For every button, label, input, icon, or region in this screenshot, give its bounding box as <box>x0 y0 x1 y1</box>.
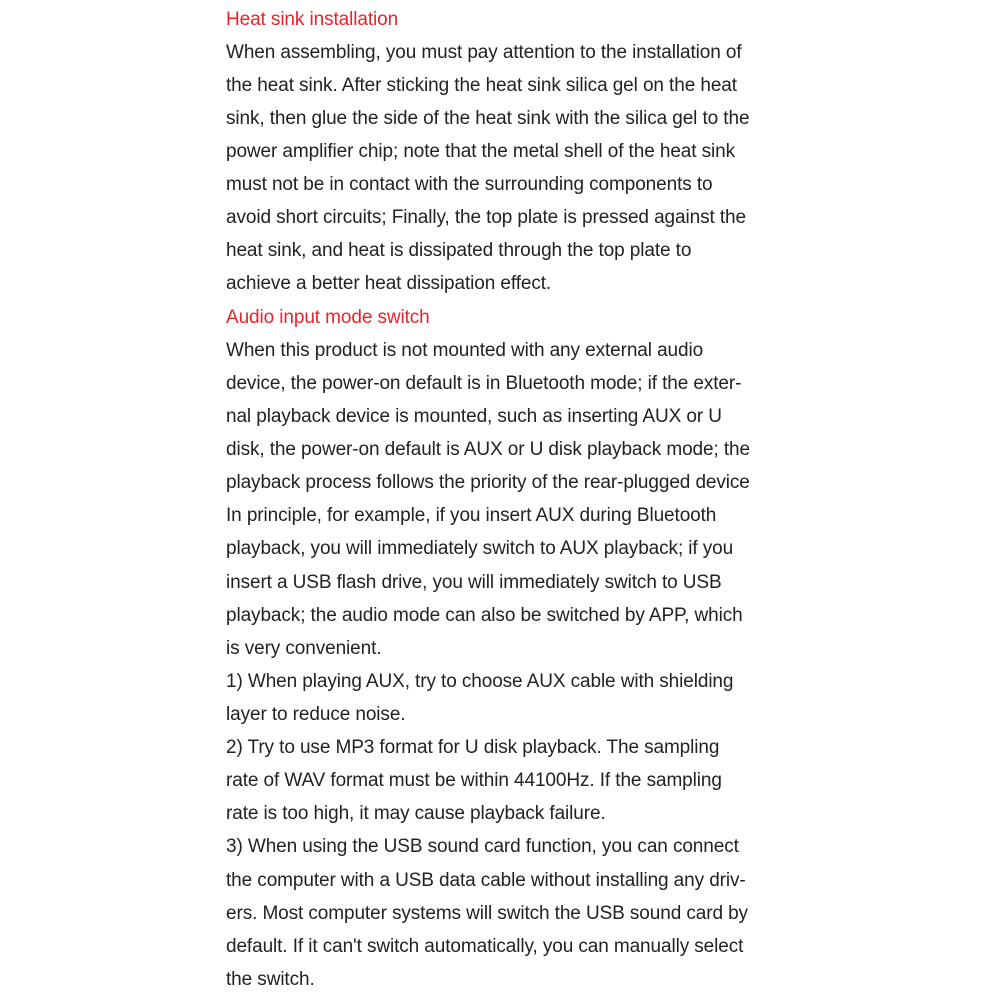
body-line: nal playback device is mounted, such as inserting AUX or U <box>226 406 722 427</box>
body-line: rate is too high, it may cause playback failure. <box>226 803 606 824</box>
section-heading-heat-sink: Heat sink installation <box>226 9 399 30</box>
body-line: rate of WAV format must be within 44100Hz. If the sampling <box>226 770 722 791</box>
body-line: 2) Try to use MP3 format for U disk playback. The sampling <box>226 737 720 758</box>
body-line: ers. Most computer systems will switch the USB sound card by <box>226 903 748 924</box>
body-line: heat sink, and heat is dissipated through the top plate to <box>226 240 692 261</box>
body-line: the switch. <box>226 969 315 990</box>
body-line: When this product is not mounted with any external audio <box>226 340 704 361</box>
body-line: insert a USB flash drive, you will immediately switch to USB <box>226 572 722 593</box>
body-line: playback process follows the priority of the rear-plugged device <box>226 472 750 493</box>
body-line: disk, the power-on default is AUX or U disk playback mode; the <box>226 439 750 460</box>
body-line: avoid short circuits; Finally, the top plate is pressed against the <box>226 207 746 228</box>
body-line: layer to reduce noise. <box>226 704 406 725</box>
body-line: device, the power-on default is in Bluetooth mode; if the exter- <box>226 373 742 394</box>
body-line: sink, then glue the side of the heat sink with the silica gel to the <box>226 108 750 129</box>
body-line: is very convenient. <box>226 638 382 659</box>
body-line: When assembling, you must pay attention to the installation of <box>226 42 742 63</box>
body-line: achieve a better heat dissipation effect. <box>226 273 552 294</box>
body-line: In principle, for example, if you insert AUX during Bluetooth <box>226 505 717 526</box>
body-line: playback; the audio mode can also be switched by APP, which <box>226 605 743 626</box>
body-line: the heat sink. After sticking the heat sink silica gel on the heat <box>226 75 737 96</box>
body-line: playback, you will immediately switch to AUX playback; if you <box>226 538 734 559</box>
body-line: 1) When playing AUX, try to choose AUX cable with shielding <box>226 671 734 692</box>
body-line: the computer with a USB data cable without installing any driv- <box>226 870 746 891</box>
section-heading-audio-input: Audio input mode switch <box>226 307 430 328</box>
body-line: 3) When using the USB sound card function, you can connect <box>226 836 739 857</box>
body-line: power amplifier chip; note that the metal shell of the heat sink <box>226 141 735 162</box>
body-line: must not be in contact with the surrounding components to <box>226 174 713 195</box>
body-line: default. If it can't switch automatically, you can manually select <box>226 936 744 957</box>
